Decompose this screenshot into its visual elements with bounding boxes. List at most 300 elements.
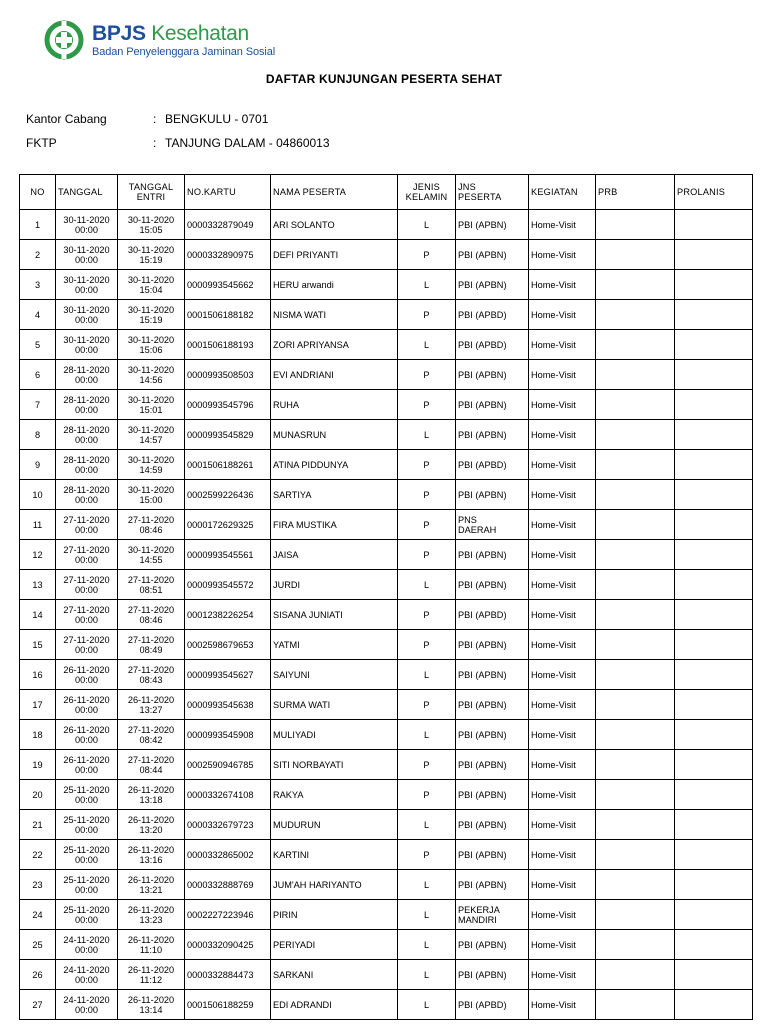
cell-jns-peserta: PBI (APBD) bbox=[456, 990, 529, 1020]
cell-prb bbox=[596, 420, 675, 450]
cell-no-kartu: 0000993508503 bbox=[185, 360, 271, 390]
cell-prb bbox=[596, 330, 675, 360]
cell-tanggal-entri: 27-11-2020 08:51 bbox=[118, 570, 185, 600]
cell-tanggal-entri: 27-11-2020 08:46 bbox=[118, 600, 185, 630]
cell-no-kartu: 0000332879049 bbox=[185, 210, 271, 240]
cell-nama-peserta: MULIYADI bbox=[271, 720, 398, 750]
cell-nama-peserta: PIRIN bbox=[271, 900, 398, 930]
table-row bbox=[20, 720, 753, 750]
col-jenis-kelamin-header bbox=[398, 175, 456, 210]
cell-nama-peserta: SURMA WATI bbox=[271, 690, 398, 720]
col-jns-peserta-label: JNS PESERTA bbox=[458, 182, 502, 202]
fktp-label: FKTP bbox=[26, 136, 57, 150]
cell-prb bbox=[596, 900, 675, 930]
cell-jenis-kelamin: L bbox=[398, 990, 456, 1020]
col-tanggal-header: TANGGAL bbox=[56, 175, 118, 210]
cell-prb bbox=[596, 480, 675, 510]
cell-kegiatan: Home-Visit bbox=[529, 870, 596, 900]
cell-jns-peserta: PBI (APBD) bbox=[456, 300, 529, 330]
cell-no: 4 bbox=[20, 300, 56, 330]
cell-tanggal: 27-11-2020 00:00 bbox=[56, 570, 118, 600]
cell-prb bbox=[596, 510, 675, 540]
cell-no: 20 bbox=[20, 780, 56, 810]
cell-tanggal-entri: 30-11-2020 14:57 bbox=[118, 420, 185, 450]
cell-prolanis bbox=[675, 780, 753, 810]
table-row bbox=[20, 780, 753, 810]
bpjs-logo bbox=[44, 20, 275, 60]
cell-no: 24 bbox=[20, 900, 56, 930]
cell-jenis-kelamin: P bbox=[398, 300, 456, 330]
cell-jenis-kelamin: P bbox=[398, 510, 456, 540]
cell-tanggal: 27-11-2020 00:00 bbox=[56, 540, 118, 570]
cell-prb bbox=[596, 390, 675, 420]
cell-jns-peserta: PBI (APBN) bbox=[456, 960, 529, 990]
cell-nama-peserta: SITI NORBAYATI bbox=[271, 750, 398, 780]
table-header-row bbox=[20, 175, 753, 210]
cell-no: 10 bbox=[20, 480, 56, 510]
cell-jns-peserta: PBI (APBN) bbox=[456, 570, 529, 600]
cell-jns-peserta: PBI (APBN) bbox=[456, 630, 529, 660]
cell-prolanis bbox=[675, 720, 753, 750]
cell-no: 1 bbox=[20, 210, 56, 240]
cell-nama-peserta: KARTINI bbox=[271, 840, 398, 870]
cell-tanggal: 25-11-2020 00:00 bbox=[56, 840, 118, 870]
cell-tanggal-entri: 27-11-2020 08:49 bbox=[118, 630, 185, 660]
cell-no-kartu: 0000332884473 bbox=[185, 960, 271, 990]
cell-jns-peserta: PBI (APBD) bbox=[456, 600, 529, 630]
cell-tanggal: 28-11-2020 00:00 bbox=[56, 360, 118, 390]
separator: : bbox=[153, 136, 157, 150]
table-row bbox=[20, 630, 753, 660]
table-row bbox=[20, 750, 753, 780]
cell-no: 12 bbox=[20, 540, 56, 570]
cell-prb bbox=[596, 300, 675, 330]
cell-kegiatan: Home-Visit bbox=[529, 210, 596, 240]
cell-jenis-kelamin: L bbox=[398, 870, 456, 900]
cell-nama-peserta: YATMI bbox=[271, 630, 398, 660]
cell-prb bbox=[596, 450, 675, 480]
cell-no: 22 bbox=[20, 840, 56, 870]
table-row bbox=[20, 990, 753, 1020]
cell-tanggal-entri: 26-11-2020 13:20 bbox=[118, 810, 185, 840]
cell-kegiatan: Home-Visit bbox=[529, 540, 596, 570]
cell-tanggal: 26-11-2020 00:00 bbox=[56, 690, 118, 720]
cell-prb bbox=[596, 600, 675, 630]
table-row bbox=[20, 900, 753, 930]
cell-jenis-kelamin: P bbox=[398, 690, 456, 720]
table-row bbox=[20, 930, 753, 960]
cell-tanggal: 26-11-2020 00:00 bbox=[56, 660, 118, 690]
cell-prolanis bbox=[675, 390, 753, 420]
cell-prb bbox=[596, 720, 675, 750]
cell-prb bbox=[596, 990, 675, 1020]
cell-no: 9 bbox=[20, 450, 56, 480]
col-prb-header: PRB bbox=[596, 175, 675, 210]
cell-tanggal-entri: 30-11-2020 15:01 bbox=[118, 390, 185, 420]
cell-nama-peserta: SARTIYA bbox=[271, 480, 398, 510]
kantor-cabang-label: Kantor Cabang bbox=[26, 112, 107, 126]
cell-jenis-kelamin: L bbox=[398, 570, 456, 600]
col-prolanis-header: PROLANIS bbox=[675, 175, 753, 210]
cell-no: 6 bbox=[20, 360, 56, 390]
cell-tanggal-entri: 30-11-2020 15:19 bbox=[118, 240, 185, 270]
cell-tanggal-entri: 26-11-2020 13:18 bbox=[118, 780, 185, 810]
cell-tanggal: 25-11-2020 00:00 bbox=[56, 900, 118, 930]
cell-prb bbox=[596, 210, 675, 240]
cell-prolanis bbox=[675, 210, 753, 240]
col-jenis-kelamin-label: JENIS KELAMIN bbox=[405, 182, 448, 202]
cell-nama-peserta: JURDI bbox=[271, 570, 398, 600]
cell-tanggal-entri: 30-11-2020 14:56 bbox=[118, 360, 185, 390]
cell-tanggal: 30-11-2020 00:00 bbox=[56, 300, 118, 330]
cell-tanggal: 30-11-2020 00:00 bbox=[56, 330, 118, 360]
cell-kegiatan: Home-Visit bbox=[529, 750, 596, 780]
cell-prolanis bbox=[675, 660, 753, 690]
cell-kegiatan: Home-Visit bbox=[529, 690, 596, 720]
cell-jenis-kelamin: L bbox=[398, 900, 456, 930]
cell-prb bbox=[596, 750, 675, 780]
table-row bbox=[20, 270, 753, 300]
cell-jns-peserta: PBI (APBN) bbox=[456, 390, 529, 420]
cell-tanggal-entri: 30-11-2020 15:06 bbox=[118, 330, 185, 360]
cell-prolanis bbox=[675, 630, 753, 660]
cell-no: 26 bbox=[20, 960, 56, 990]
cell-prb bbox=[596, 960, 675, 990]
cell-kegiatan: Home-Visit bbox=[529, 360, 596, 390]
cell-nama-peserta: ATINA PIDDUNYA bbox=[271, 450, 398, 480]
cell-tanggal: 28-11-2020 00:00 bbox=[56, 420, 118, 450]
cell-tanggal: 30-11-2020 00:00 bbox=[56, 210, 118, 240]
cell-nama-peserta: SAIYUNI bbox=[271, 660, 398, 690]
cell-no-kartu: 0000993545829 bbox=[185, 420, 271, 450]
cell-jenis-kelamin: P bbox=[398, 450, 456, 480]
cell-jns-peserta: PBI (APBN) bbox=[456, 720, 529, 750]
cell-kegiatan: Home-Visit bbox=[529, 960, 596, 990]
cell-no-kartu: 0000993545572 bbox=[185, 570, 271, 600]
cell-prb bbox=[596, 930, 675, 960]
cell-prolanis bbox=[675, 330, 753, 360]
cell-jns-peserta: PEKERJA MANDIRI bbox=[456, 900, 529, 930]
table-row bbox=[20, 810, 753, 840]
cell-no-kartu: 0000993545627 bbox=[185, 660, 271, 690]
cell-kegiatan: Home-Visit bbox=[529, 990, 596, 1020]
cell-tanggal-entri: 26-11-2020 13:23 bbox=[118, 900, 185, 930]
cell-jns-peserta: PBI (APBN) bbox=[456, 810, 529, 840]
cell-tanggal: 30-11-2020 00:00 bbox=[56, 240, 118, 270]
table-row bbox=[20, 240, 753, 270]
cell-nama-peserta: ARI SOLANTO bbox=[271, 210, 398, 240]
cell-tanggal: 27-11-2020 00:00 bbox=[56, 630, 118, 660]
cell-kegiatan: Home-Visit bbox=[529, 510, 596, 540]
cell-no: 3 bbox=[20, 270, 56, 300]
cell-nama-peserta: FIRA MUSTIKA bbox=[271, 510, 398, 540]
cell-kegiatan: Home-Visit bbox=[529, 630, 596, 660]
cell-tanggal-entri: 26-11-2020 11:10 bbox=[118, 930, 185, 960]
cell-nama-peserta: RUHA bbox=[271, 390, 398, 420]
cell-jenis-kelamin: L bbox=[398, 270, 456, 300]
brand-name bbox=[92, 23, 275, 44]
cell-tanggal-entri: 30-11-2020 15:00 bbox=[118, 480, 185, 510]
col-jns-peserta-header bbox=[456, 175, 529, 210]
cell-jns-peserta: PBI (APBN) bbox=[456, 870, 529, 900]
cell-prolanis bbox=[675, 840, 753, 870]
visit-table bbox=[19, 174, 753, 1020]
table-row bbox=[20, 660, 753, 690]
fktp-value: TANJUNG DALAM - 04860013 bbox=[165, 136, 330, 150]
kantor-cabang-row bbox=[26, 112, 268, 126]
cell-jns-peserta: PNS DAERAH bbox=[456, 510, 529, 540]
cell-prb bbox=[596, 690, 675, 720]
cell-prb bbox=[596, 270, 675, 300]
cell-jenis-kelamin: P bbox=[398, 780, 456, 810]
cell-tanggal-entri: 26-11-2020 11:12 bbox=[118, 960, 185, 990]
cell-nama-peserta: MUDURUN bbox=[271, 810, 398, 840]
cell-prolanis bbox=[675, 810, 753, 840]
table-row bbox=[20, 570, 753, 600]
cell-prolanis bbox=[675, 960, 753, 990]
table-row bbox=[20, 600, 753, 630]
cell-prolanis bbox=[675, 690, 753, 720]
cell-jns-peserta: PBI (APBN) bbox=[456, 270, 529, 300]
cell-jns-peserta: PBI (APBD) bbox=[456, 450, 529, 480]
cell-nama-peserta: ZORI APRIYANSA bbox=[271, 330, 398, 360]
cell-tanggal-entri: 27-11-2020 08:44 bbox=[118, 750, 185, 780]
cell-no-kartu: 0001506188259 bbox=[185, 990, 271, 1020]
cell-jenis-kelamin: L bbox=[398, 660, 456, 690]
cell-kegiatan: Home-Visit bbox=[529, 810, 596, 840]
cell-tanggal: 25-11-2020 00:00 bbox=[56, 870, 118, 900]
cell-no: 2 bbox=[20, 240, 56, 270]
cell-no: 15 bbox=[20, 630, 56, 660]
fktp-row bbox=[26, 136, 330, 150]
cell-prolanis bbox=[675, 750, 753, 780]
cell-kegiatan: Home-Visit bbox=[529, 660, 596, 690]
cell-kegiatan: Home-Visit bbox=[529, 390, 596, 420]
cell-jenis-kelamin: L bbox=[398, 930, 456, 960]
table-body bbox=[20, 210, 753, 1020]
cell-prb bbox=[596, 240, 675, 270]
brand-part1: BPJS bbox=[92, 21, 146, 45]
cell-jns-peserta: PBI (APBN) bbox=[456, 690, 529, 720]
cell-jenis-kelamin: P bbox=[398, 630, 456, 660]
cell-jenis-kelamin: L bbox=[398, 960, 456, 990]
table-row bbox=[20, 330, 753, 360]
cell-no-kartu: 0000993545796 bbox=[185, 390, 271, 420]
col-no-header: NO bbox=[20, 175, 56, 210]
cell-jns-peserta: PBI (APBN) bbox=[456, 660, 529, 690]
document-title: DAFTAR KUNJUNGAN PESERTA SEHAT bbox=[265, 72, 503, 86]
cell-prolanis bbox=[675, 420, 753, 450]
cell-no: 7 bbox=[20, 390, 56, 420]
cell-tanggal-entri: 30-11-2020 15:19 bbox=[118, 300, 185, 330]
cell-no-kartu: 0002599226436 bbox=[185, 480, 271, 510]
cell-tanggal-entri: 30-11-2020 15:05 bbox=[118, 210, 185, 240]
cell-prolanis bbox=[675, 930, 753, 960]
cell-tanggal: 28-11-2020 00:00 bbox=[56, 480, 118, 510]
cell-jns-peserta: PBI (APBN) bbox=[456, 360, 529, 390]
cell-kegiatan: Home-Visit bbox=[529, 420, 596, 450]
cell-prb bbox=[596, 660, 675, 690]
cell-no: 18 bbox=[20, 720, 56, 750]
cell-jenis-kelamin: P bbox=[398, 540, 456, 570]
bpjs-emblem-icon bbox=[44, 20, 84, 60]
cell-jenis-kelamin: P bbox=[398, 750, 456, 780]
table-row bbox=[20, 540, 753, 570]
cell-prb bbox=[596, 630, 675, 660]
cell-tanggal: 27-11-2020 00:00 bbox=[56, 600, 118, 630]
cell-no-kartu: 0000993545662 bbox=[185, 270, 271, 300]
cell-jns-peserta: PBI (APBN) bbox=[456, 240, 529, 270]
cell-no: 17 bbox=[20, 690, 56, 720]
cell-prolanis bbox=[675, 570, 753, 600]
cell-tanggal-entri: 30-11-2020 15:04 bbox=[118, 270, 185, 300]
cell-no-kartu: 0000332888769 bbox=[185, 870, 271, 900]
cell-kegiatan: Home-Visit bbox=[529, 480, 596, 510]
cell-tanggal-entri: 26-11-2020 13:16 bbox=[118, 840, 185, 870]
cell-prolanis bbox=[675, 510, 753, 540]
table-row bbox=[20, 360, 753, 390]
table-row bbox=[20, 450, 753, 480]
table-row bbox=[20, 210, 753, 240]
cell-no-kartu: 0000993545908 bbox=[185, 720, 271, 750]
cell-nama-peserta: DEFI PRIYANTI bbox=[271, 240, 398, 270]
cell-tanggal: 24-11-2020 00:00 bbox=[56, 930, 118, 960]
cell-kegiatan: Home-Visit bbox=[529, 240, 596, 270]
cell-prb bbox=[596, 840, 675, 870]
table-row bbox=[20, 300, 753, 330]
cell-kegiatan: Home-Visit bbox=[529, 720, 596, 750]
cell-nama-peserta: EDI ADRANDI bbox=[271, 990, 398, 1020]
table-row bbox=[20, 870, 753, 900]
cell-tanggal-entri: 27-11-2020 08:46 bbox=[118, 510, 185, 540]
cell-jenis-kelamin: L bbox=[398, 810, 456, 840]
cell-jns-peserta: PBI (APBN) bbox=[456, 210, 529, 240]
cell-nama-peserta: JAISA bbox=[271, 540, 398, 570]
cell-no: 21 bbox=[20, 810, 56, 840]
cell-prolanis bbox=[675, 240, 753, 270]
cell-jns-peserta: PBI (APBN) bbox=[456, 420, 529, 450]
cell-no-kartu: 0000332679723 bbox=[185, 810, 271, 840]
cell-kegiatan: Home-Visit bbox=[529, 900, 596, 930]
cell-kegiatan: Home-Visit bbox=[529, 930, 596, 960]
cell-kegiatan: Home-Visit bbox=[529, 450, 596, 480]
cell-prolanis bbox=[675, 900, 753, 930]
cell-nama-peserta: HERU arwandi bbox=[271, 270, 398, 300]
table-row bbox=[20, 840, 753, 870]
cell-no-kartu: 0001238226254 bbox=[185, 600, 271, 630]
cell-prolanis bbox=[675, 600, 753, 630]
separator: : bbox=[153, 112, 157, 126]
cell-tanggal: 25-11-2020 00:00 bbox=[56, 810, 118, 840]
cell-no: 14 bbox=[20, 600, 56, 630]
cell-prolanis bbox=[675, 360, 753, 390]
cell-no-kartu: 0001506188193 bbox=[185, 330, 271, 360]
col-tanggal-entri-header bbox=[118, 175, 185, 210]
cell-jenis-kelamin: P bbox=[398, 480, 456, 510]
cell-jns-peserta: PBI (APBN) bbox=[456, 540, 529, 570]
cell-nama-peserta: EVI ANDRIANI bbox=[271, 360, 398, 390]
cell-jns-peserta: PBI (APBN) bbox=[456, 840, 529, 870]
cell-tanggal-entri: 30-11-2020 14:55 bbox=[118, 540, 185, 570]
cell-jenis-kelamin: L bbox=[398, 720, 456, 750]
cell-no-kartu: 0000332090425 bbox=[185, 930, 271, 960]
cell-tanggal: 26-11-2020 00:00 bbox=[56, 750, 118, 780]
cell-kegiatan: Home-Visit bbox=[529, 840, 596, 870]
cell-prolanis bbox=[675, 540, 753, 570]
cell-kegiatan: Home-Visit bbox=[529, 780, 596, 810]
cell-jns-peserta: PBI (APBN) bbox=[456, 780, 529, 810]
cell-no-kartu: 0000993545561 bbox=[185, 540, 271, 570]
cell-no-kartu: 0000172629325 bbox=[185, 510, 271, 540]
brand-part2: Kesehatan bbox=[151, 21, 249, 45]
cell-tanggal: 27-11-2020 00:00 bbox=[56, 510, 118, 540]
table-row bbox=[20, 390, 753, 420]
cell-no: 8 bbox=[20, 420, 56, 450]
cell-jenis-kelamin: L bbox=[398, 210, 456, 240]
cell-kegiatan: Home-Visit bbox=[529, 330, 596, 360]
cell-nama-peserta: JUM'AH HARIYANTO bbox=[271, 870, 398, 900]
cell-kegiatan: Home-Visit bbox=[529, 300, 596, 330]
cell-kegiatan: Home-Visit bbox=[529, 570, 596, 600]
cell-no-kartu: 0000332865002 bbox=[185, 840, 271, 870]
cell-kegiatan: Home-Visit bbox=[529, 600, 596, 630]
cell-jenis-kelamin: P bbox=[398, 390, 456, 420]
cell-jenis-kelamin: P bbox=[398, 240, 456, 270]
cell-no-kartu: 0002598679653 bbox=[185, 630, 271, 660]
cell-tanggal-entri: 27-11-2020 08:43 bbox=[118, 660, 185, 690]
cell-prolanis bbox=[675, 870, 753, 900]
cell-prolanis bbox=[675, 990, 753, 1020]
cell-prb bbox=[596, 810, 675, 840]
col-tanggal-entri-label: TANGGAL ENTRI bbox=[128, 182, 174, 202]
cell-prb bbox=[596, 780, 675, 810]
cell-nama-peserta: NISMA WATI bbox=[271, 300, 398, 330]
cell-no-kartu: 0001506188261 bbox=[185, 450, 271, 480]
cell-prb bbox=[596, 540, 675, 570]
cell-no: 23 bbox=[20, 870, 56, 900]
cell-no-kartu: 0000332890975 bbox=[185, 240, 271, 270]
cell-tanggal: 24-11-2020 00:00 bbox=[56, 960, 118, 990]
cell-no: 16 bbox=[20, 660, 56, 690]
cell-jns-peserta: PBI (APBN) bbox=[456, 930, 529, 960]
cell-prolanis bbox=[675, 300, 753, 330]
cell-jns-peserta: PBI (APBN) bbox=[456, 750, 529, 780]
col-kegiatan-header: KEGIATAN bbox=[529, 175, 596, 210]
cell-tanggal-entri: 26-11-2020 13:27 bbox=[118, 690, 185, 720]
col-no-kartu-header: NO.KARTU bbox=[185, 175, 271, 210]
cell-jns-peserta: PBI (APBN) bbox=[456, 480, 529, 510]
cell-no: 25 bbox=[20, 930, 56, 960]
col-nama-header: NAMA PESERTA bbox=[271, 175, 398, 210]
kantor-cabang-value: BENGKULU - 0701 bbox=[165, 112, 269, 126]
cell-jenis-kelamin: L bbox=[398, 420, 456, 450]
cell-tanggal: 30-11-2020 00:00 bbox=[56, 270, 118, 300]
cell-tanggal: 25-11-2020 00:00 bbox=[56, 780, 118, 810]
cell-nama-peserta: RAKYA bbox=[271, 780, 398, 810]
cell-no: 11 bbox=[20, 510, 56, 540]
cell-tanggal: 26-11-2020 00:00 bbox=[56, 720, 118, 750]
cell-tanggal-entri: 30-11-2020 14:59 bbox=[118, 450, 185, 480]
table-row bbox=[20, 480, 753, 510]
table-row bbox=[20, 690, 753, 720]
cell-no: 13 bbox=[20, 570, 56, 600]
cell-tanggal-entri: 27-11-2020 08:42 bbox=[118, 720, 185, 750]
cell-prb bbox=[596, 360, 675, 390]
table-row bbox=[20, 960, 753, 990]
cell-tanggal: 28-11-2020 00:00 bbox=[56, 450, 118, 480]
cell-jenis-kelamin: P bbox=[398, 840, 456, 870]
cell-tanggal: 28-11-2020 00:00 bbox=[56, 390, 118, 420]
